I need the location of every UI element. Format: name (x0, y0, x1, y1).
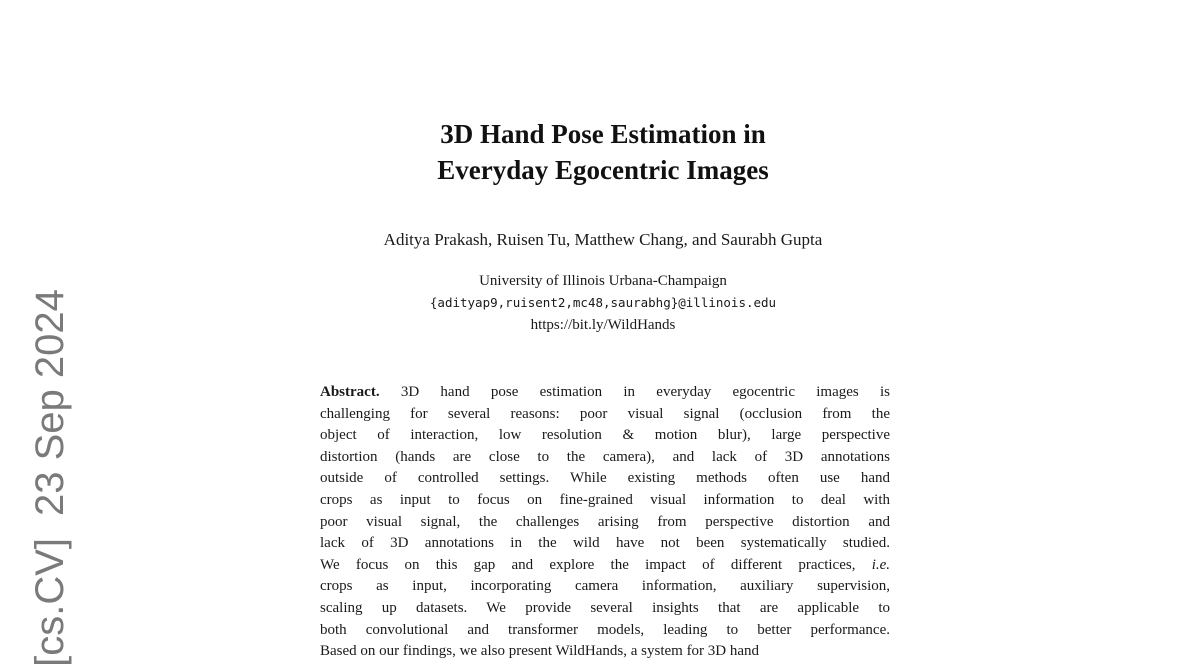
title-line-2: Everyday Egocentric Images (437, 155, 769, 185)
abstract-italic-ie: i.e. (871, 556, 891, 573)
author-list: Aditya Prakash, Ruisen Tu, Matthew Chang, and Saurabh Gupta (383, 230, 823, 249)
arxiv-category: [cs.CV] (28, 537, 72, 667)
abstract-line: distortion (hands are close to the camera), and lack of 3D annotations (320, 448, 890, 465)
abstract-line: challenging for several reasons: poor visual signal (occlusion from the (320, 405, 890, 422)
abstract-line: lack of 3D annotations in the wild have not been systematically studied. (320, 535, 890, 552)
affiliation-block (300, 270, 906, 336)
arxiv-date: 23 Sep 2024 (28, 289, 72, 516)
abstract-line: both convolutional and transformer models, leading to better performance. (320, 621, 890, 638)
abstract-line: poor visual signal, the challenges arising from perspective distortion and (320, 513, 890, 530)
affiliation: University of Illinois Urbana-Champaign (479, 273, 727, 289)
title-line-1: 3D Hand Pose Estimation in (440, 119, 766, 149)
abstract (320, 382, 890, 663)
abstract-line: outside of controlled settings. While existing methods often use hand (320, 470, 890, 487)
author-emails: {adityap9,ruisent2,mc48,saurabhg}@illinois.edu (429, 295, 777, 310)
abstract-line: Abstract. 3D hand pose estimation in everyday egocentric images is (320, 384, 890, 400)
project-url[interactable]: https://bit.ly/WildHands (530, 317, 676, 333)
abstract-line: scaling up datasets. We provide several insights that are applicable to (320, 599, 890, 616)
paper-title (300, 116, 906, 188)
abstract-line: object of interaction, low resolution & motion blur), large perspective (320, 427, 890, 444)
abstract-line: Based on our findings, we also present WildHands, a system for 3D hand (320, 643, 760, 660)
abstract-line: crops as input to focus on fine-grained visual information to deal with (320, 491, 890, 508)
abstract-line: We focus on this gap and explore the impact of different practices, i.e. (320, 556, 891, 573)
arxiv-sidebar-stamp (30, 289, 70, 667)
abstract-label: Abstract. (320, 384, 380, 400)
abstract-line: crops as input, incorporating camera information, auxiliary supervision, (320, 578, 890, 595)
